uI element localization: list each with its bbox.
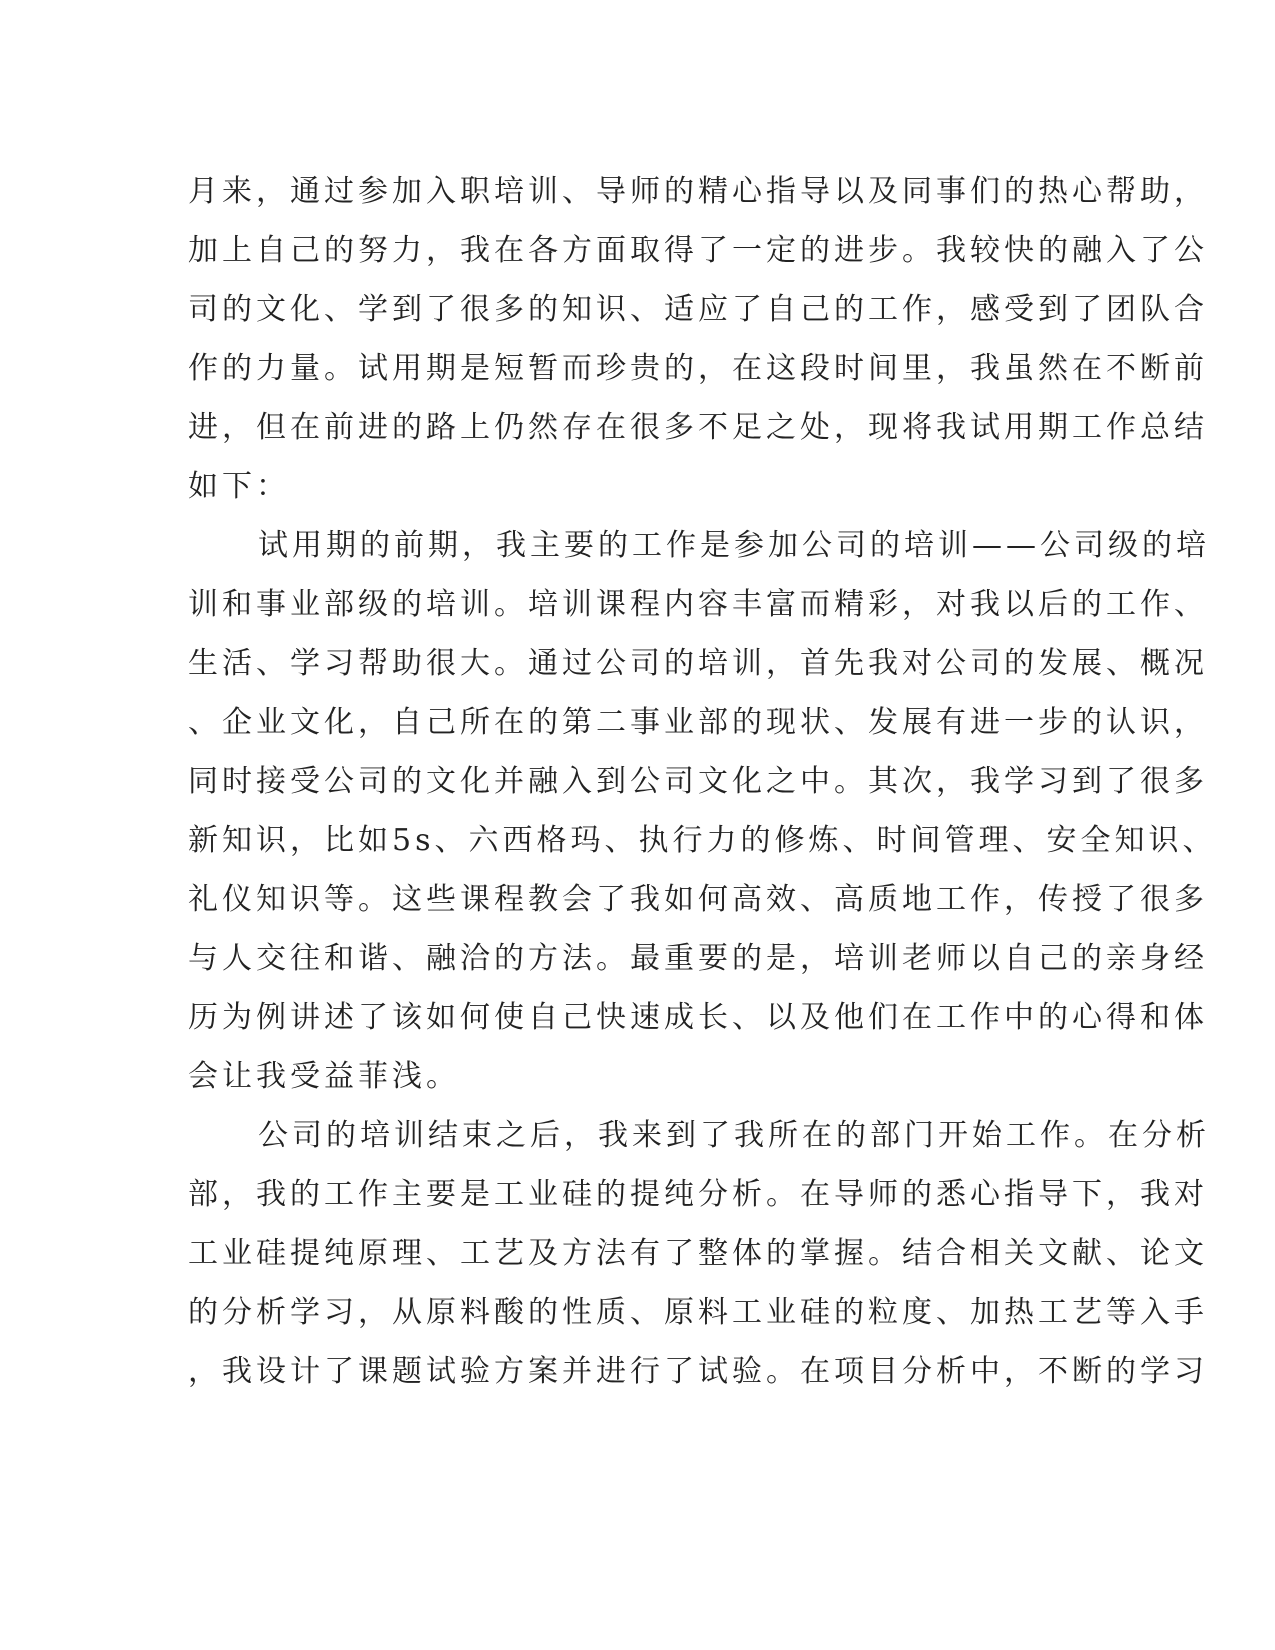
text-line: 新知识，比如5s、六西格玛、执行力的修炼、时间管理、安全知识、 (188, 823, 1217, 858)
text-line: 礼仪知识等。这些课程教会了我如何高效、高质地工作，传授了很多 (188, 882, 1208, 917)
text-line: 加上自己的努力，我在各方面取得了一定的进步。我较快的融入了公 (188, 233, 1208, 268)
text-line: 月来，通过参加入职培训、导师的精心指导以及同事们的热心帮助， (188, 174, 1208, 209)
text-line: 如下： (188, 469, 290, 504)
text-line: 训和事业部级的培训。培训课程内容丰富而精彩，对我以后的工作、 (188, 587, 1208, 622)
text-line: 司的文化、学到了很多的知识、适应了自己的工作，感受到了团队合 (188, 292, 1208, 327)
text-line: 公司的培训结束之后，我来到了我所在的部门开始工作。在分析 (258, 1118, 1210, 1153)
text-line: ，我设计了课题试验方案并进行了试验。在项目分析中，不断的学习 (188, 1354, 1208, 1389)
text-line: 会让我受益菲浅。 (188, 1059, 460, 1094)
text-line: 进，但在前进的路上仍然存在很多不足之处，现将我试用期工作总结 (188, 410, 1208, 445)
text-line: 同时接受公司的文化并融入到公司文化之中。其次，我学习到了很多 (188, 764, 1208, 799)
text-line: 的分析学习，从原料酸的性质、原料工业硅的粒度、加热工艺等入手 (188, 1295, 1208, 1330)
body-text (188, 162, 1217, 1401)
text-line: 试用期的前期，我主要的工作是参加公司的培训——公司级的培 (258, 528, 1210, 563)
text-line: 、企业文化，自己所在的第二事业部的现状、发展有进一步的认识， (188, 705, 1208, 740)
text-line: 历为例讲述了该如何使自己快速成长、以及他们在工作中的心得和体 (188, 1000, 1208, 1035)
text-line: 部，我的工作主要是工业硅的提纯分析。在导师的悉心指导下，我对 (188, 1177, 1208, 1212)
text-line: 与人交往和谐、融洽的方法。最重要的是，培训老师以自己的亲身经 (188, 941, 1208, 976)
text-line: 生活、学习帮助很大。通过公司的培训，首先我对公司的发展、概况 (188, 646, 1208, 681)
text-line: 工业硅提纯原理、工艺及方法有了整体的掌握。结合相关文献、论文 (188, 1236, 1208, 1271)
text-line: 作的力量。试用期是短暂而珍贵的，在这段时间里，我虽然在不断前 (188, 351, 1208, 386)
